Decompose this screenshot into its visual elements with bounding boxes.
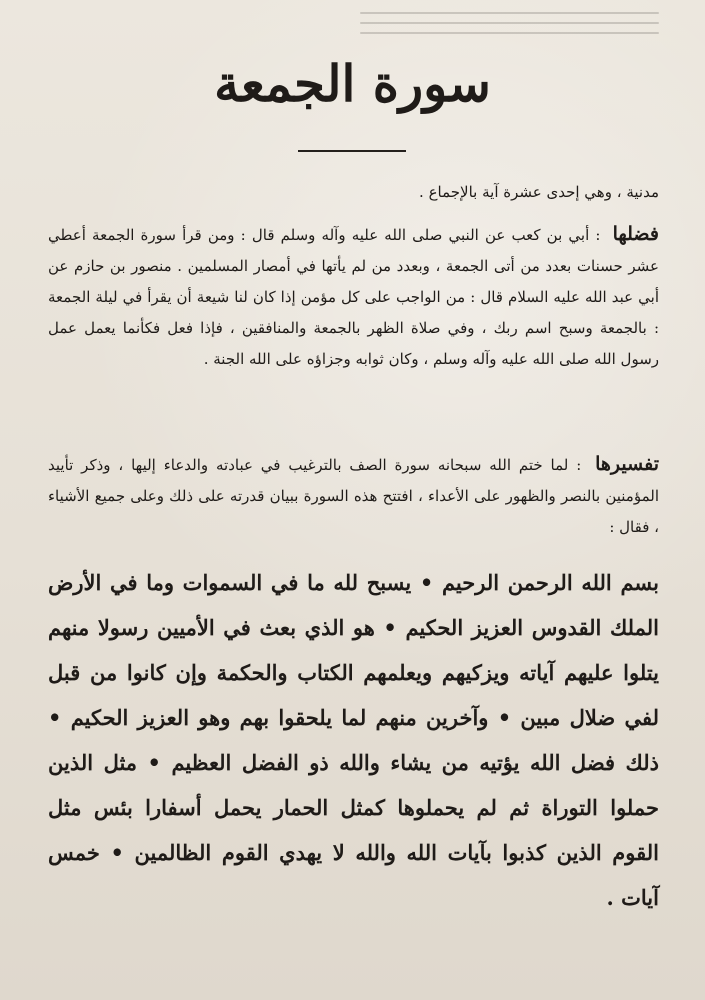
intro-line: مدنية ، وهي إحدى عشرة آية بالإجماع . [419, 183, 659, 201]
virtue-heading: فضلها [612, 223, 659, 245]
bleed-line [360, 32, 659, 34]
tafsir-heading: تفسيرها [595, 453, 659, 475]
virtue-paragraph [48, 219, 659, 375]
tafsir-text: : لما ختم الله سبحانه سورة الصف بالترغيب في عبادته والدعاء إليها ، وذكر تأييد المؤمنين بالنصر والظهور على الأعداء ، افتتح هذه السورة ببيان قدرته على ذلك وعلى جميع الأشياء ، فقال : [48, 456, 659, 536]
bleed-line [360, 22, 659, 24]
bleed-line [360, 12, 659, 14]
virtue-text: : أبي بن كعب عن النبي صلى الله عليه وآله وسلم قال : ومن قرأ سورة الجمعة أعطي عشر حسنات بعدد من أتى الجمعة ، وبعدد من لم يأتها في أمصار المسلمين . منصور بن حازم عن أبي عبد الله عليه السلام قال : من الواجب على كل مؤمن إذا كان لنا شيعة أن يقرأ في ليلة الجمعة : بالجمعة وسبح اسم ربك ، وفي صلاة الظهر بالجمعة والمنافقين ، فإذا فعل فكأنما يعمل عمل رسول الله صلى الله عليه وآله وسلم ، وكان ثوابه وجزاؤه على الله الجنة . [48, 226, 659, 368]
tafsir-paragraph [48, 449, 659, 543]
page-title: سورة الجمعة [214, 54, 491, 113]
title-wrap [0, 56, 705, 111]
title-rule [298, 150, 406, 152]
quran-verses: بسم الله الرحمن الرحيم • يسبح لله ما في السموات وما في الأرض الملك القدوس العزيز الحكيم • هو الذي بعث في الأميين رسولا منهم يتلوا عليهم آياته ويزكيهم ويعلمهم الكتاب والحكمة وإن كانوا من قبل لفي ضلال مبين • وآخرين منهم لما يلحقوا بهم وهو العزيز الحكيم • ذلك فضل الله يؤتيه من يشاء والله ذو الفضل العظيم • مثل الذين حملوا التوراة ثم لم يحملوها كمثل الحمار يحمل أسفارا بئس مثل القوم الذين كذبوا بآيات الله والله لا يهدي القوم الظالمين • خمس آيات . [48, 570, 659, 910]
